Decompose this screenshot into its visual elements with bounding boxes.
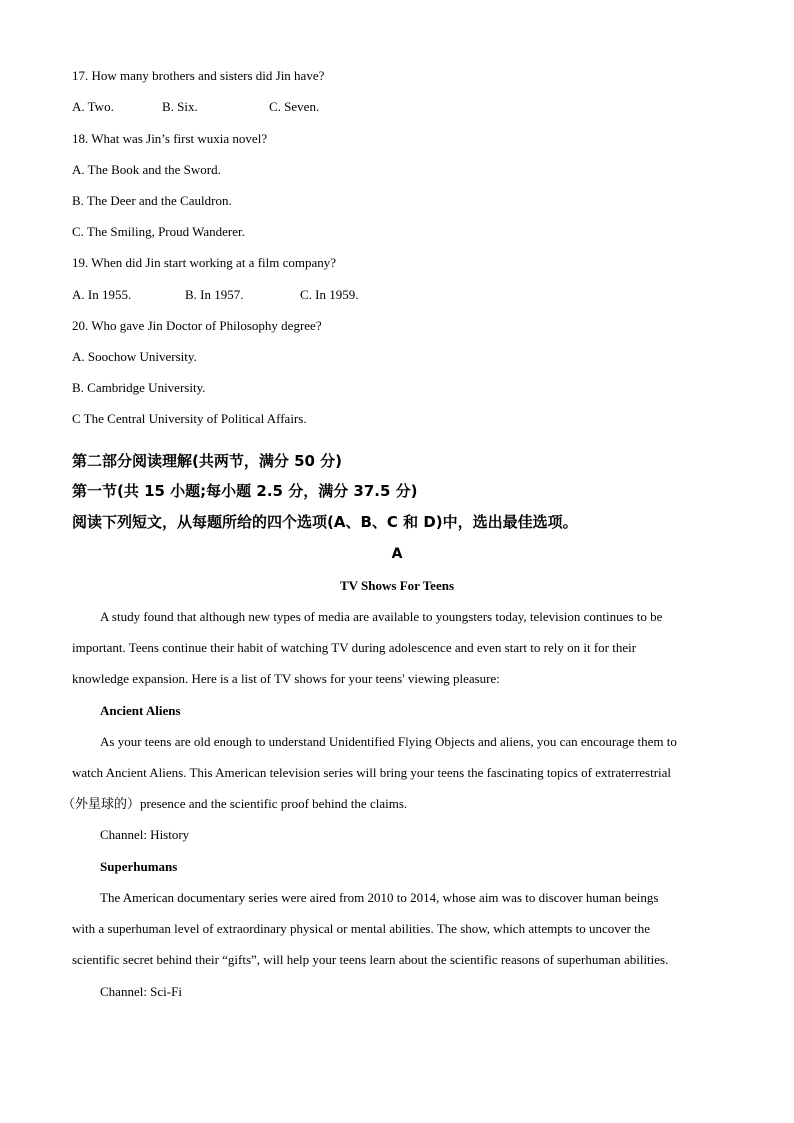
question-17-options [72, 99, 472, 115]
question-18-option-b: B. The Deer and the Cauldron. [72, 193, 232, 208]
part-heading: 第二部分阅读理解(共两节，满分 50 分) [72, 452, 343, 470]
option-a: A. Two. [72, 99, 114, 114]
intro-line-2: important. Teens continue their habit of watching TV during adolescence and even start to rely on it for their [72, 640, 637, 655]
option-a: A. In 1955. [72, 287, 132, 302]
question-20-option-a: A. Soochow University. [72, 349, 197, 364]
question-18-option-c: C. The Smiling, Proud Wanderer. [72, 224, 245, 239]
question-20-option-b: B. Cambridge University. [72, 380, 206, 395]
show-1-line-3: （外星球的）presence and the scientific proof behind the claims. [62, 796, 408, 811]
option-b: B. Six. [162, 99, 198, 114]
show-1-line-2: watch Ancient Aliens. This American television series will bring your teens the fascinating topics of extraterrestrial [72, 765, 672, 780]
option-c: C. Seven. [269, 99, 320, 114]
show-1-channel: Channel: History [100, 827, 190, 842]
question-18-stem: 18. What was Jin’s first wuxia novel? [72, 131, 268, 146]
show-2-line-1: The American documentary series were aired from 2010 to 2014, whose aim was to discover human beings [100, 890, 659, 905]
instruction: 阅读下列短文，从每题所给的四个选项(A、B、C 和 D)中，选出最佳选项。 [72, 513, 578, 531]
passage-title: TV Shows For Teens [339, 578, 455, 593]
intro-line-3: knowledge expansion. Here is a list of TV shows for your teens' viewing pleasure: [72, 671, 500, 686]
question-20-stem: 20. Who gave Jin Doctor of Philosophy degree? [72, 318, 322, 333]
question-19-stem: 19. When did Jin start working at a film company? [72, 255, 337, 270]
show-2-channel: Channel: Sci-Fi [100, 984, 182, 999]
show-2-line-3: scientific secret behind their “gifts”, will help your teens learn about the scientific reasons of superhuman abilities. [72, 952, 669, 967]
show-2-line-2: with a superhuman level of extraordinary physical or mental abilities. The show, which attempts to uncover the [72, 921, 650, 936]
intro-line-1: A study found that although new types of media are available to youngsters today, television continues to be [100, 609, 663, 624]
option-c: C. In 1959. [300, 287, 359, 302]
sub-heading: 第一节(共 15 小题;每小题 2.5 分，满分 37.5 分) [72, 482, 418, 500]
show-1-line-1: As your teens are old enough to understand Unidentified Flying Objects and aliens, you can encourage them to [100, 734, 677, 749]
question-20-option-c: C The Central University of Political Affairs. [72, 411, 307, 426]
question-18-option-a: A. The Book and the Sword. [72, 162, 221, 177]
option-b: B. In 1957. [185, 287, 244, 302]
question-19-options [72, 287, 472, 303]
show-title-ancient-aliens: Ancient Aliens [100, 703, 181, 718]
question-17-stem: 17. How many brothers and sisters did Jin have? [72, 68, 325, 83]
show-title-superhumans: Superhumans [100, 859, 178, 874]
passage-letter: A [391, 546, 403, 562]
